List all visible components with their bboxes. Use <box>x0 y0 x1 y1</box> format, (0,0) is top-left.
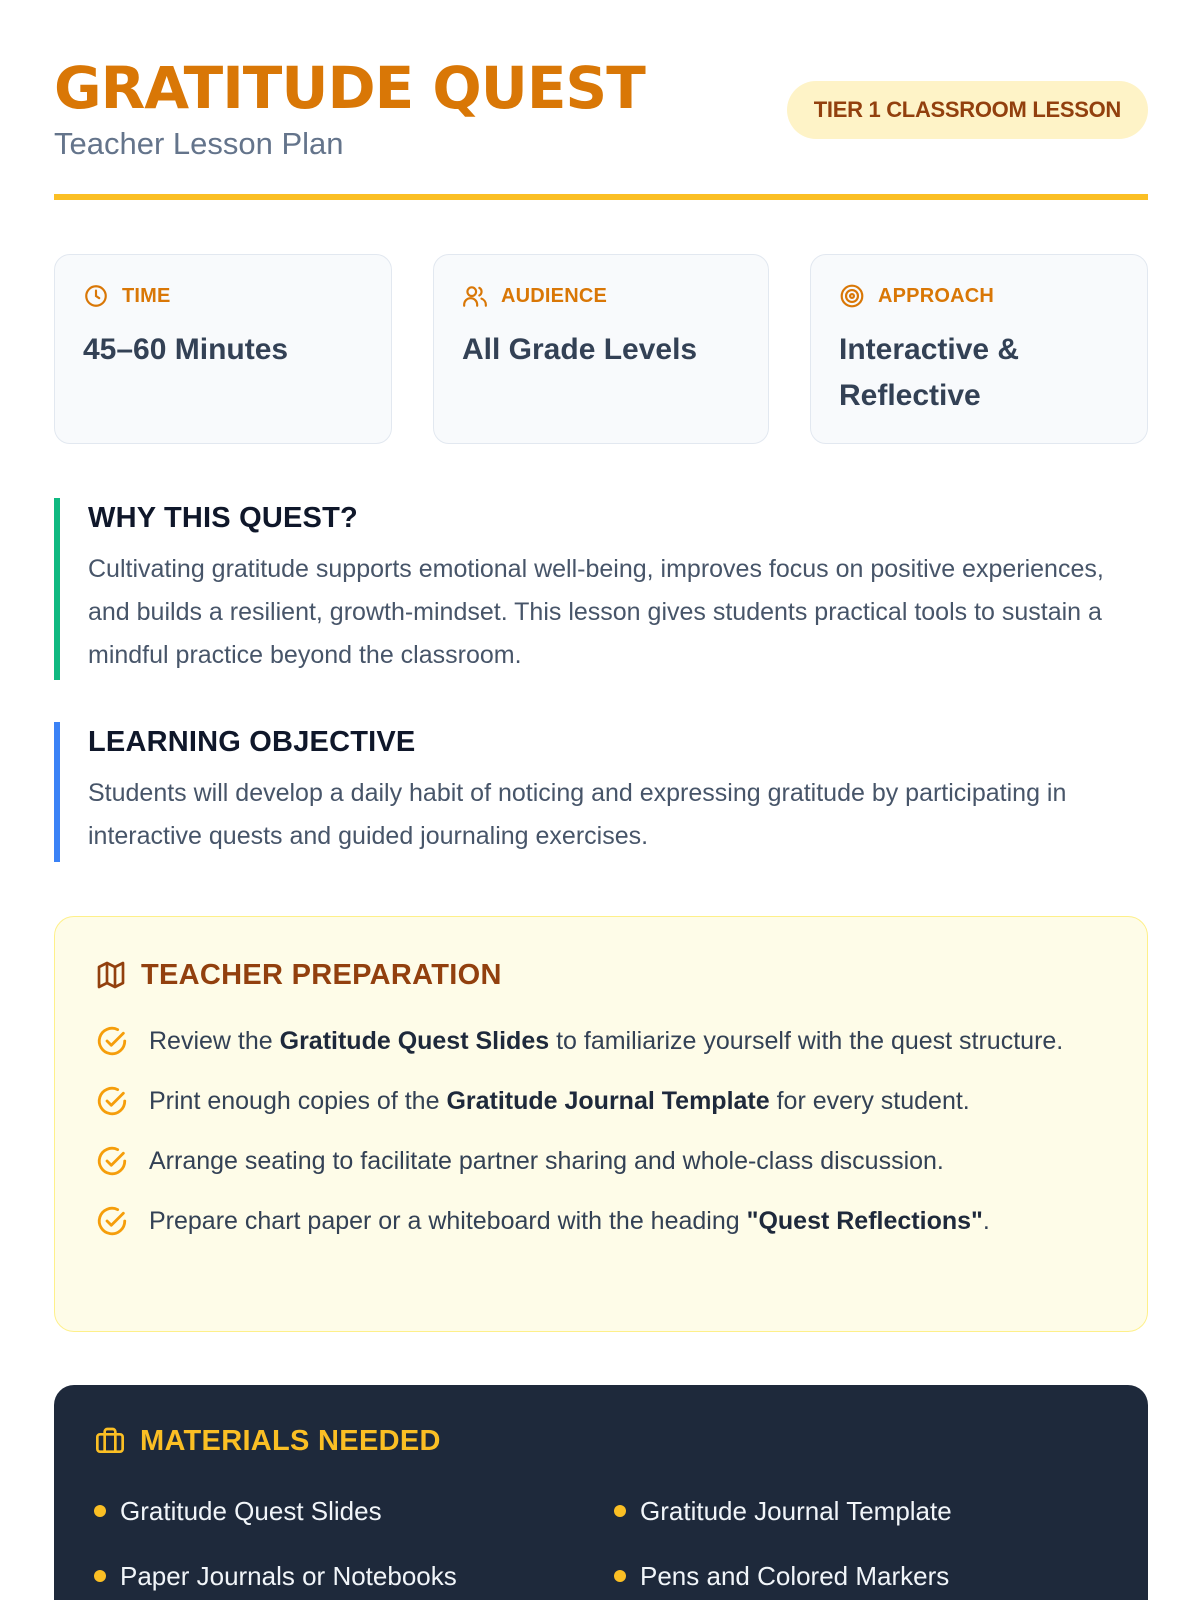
audience-card <box>433 254 769 444</box>
approach-label: APPROACH <box>878 284 995 307</box>
lesson-plan-page <box>54 0 1148 1591</box>
page-header <box>54 0 1148 200</box>
why-section <box>54 498 1148 680</box>
materials-heading: MATERIALS NEEDED <box>140 1424 441 1457</box>
time-label: TIME <box>122 284 171 307</box>
list-item: Gratitude Journal Template <box>614 1492 1094 1530</box>
objective-heading: LEARNING OBJECTIVE <box>88 726 416 758</box>
header-divider <box>54 194 1148 200</box>
approach-value: Interactive & Reflective <box>839 333 1020 412</box>
time-card <box>54 254 392 444</box>
bullet-dot <box>94 1570 106 1582</box>
materials-panel <box>54 1385 1148 1600</box>
check-circle-icon <box>95 1204 129 1238</box>
list-item: Review the Gratitude Quest Slides to familiarize yourself with the quest structure. <box>95 1021 1107 1061</box>
page-subtitle: Teacher Lesson Plan <box>54 126 344 161</box>
objective-accent-bar <box>54 722 60 862</box>
preparation-heading: TEACHER PREPARATION <box>141 958 502 991</box>
approach-card <box>810 254 1148 444</box>
clock-icon <box>83 283 109 309</box>
check-circle-icon <box>95 1024 129 1058</box>
why-body: Cultivating gratitude supports emotional well-being, improves focus on positive experiences, and builds a resilient, growth-mindset. This lesson gives students practical tools to sustain a mindful practice beyond the classroom. <box>88 555 1104 669</box>
check-circle-icon <box>95 1084 129 1118</box>
info-cards <box>54 254 1148 444</box>
why-heading: WHY THIS QUEST? <box>88 502 358 534</box>
preparation-list <box>95 1021 1107 1241</box>
tier-badge: TIER 1 CLASSROOM LESSON <box>787 81 1148 139</box>
objective-section <box>54 722 1148 862</box>
list-item: Gratitude Quest Slides <box>94 1492 614 1530</box>
audience-value: All Grade Levels <box>462 333 698 366</box>
why-accent-bar <box>54 498 60 680</box>
bullet-dot <box>614 1505 626 1517</box>
bullet-dot <box>94 1505 106 1517</box>
time-value: 45–60 Minutes <box>83 333 289 366</box>
bullet-dot <box>614 1570 626 1582</box>
list-item: Paper Journals or Notebooks <box>94 1557 614 1595</box>
objective-body: Students will develop a daily habit of noticing and expressing gratitude by participating in interactive quests and guided journaling exercises. <box>88 779 1067 850</box>
list-item: Prepare chart paper or a whiteboard with the heading "Quest Reflections". <box>95 1201 1107 1241</box>
list-item: Print enough copies of the Gratitude Journal Template for every student. <box>95 1081 1107 1121</box>
list-item: Arrange seating to facilitate partner sharing and whole-class discussion. <box>95 1141 1107 1181</box>
target-icon <box>839 283 865 309</box>
check-circle-icon <box>95 1144 129 1178</box>
teacher-preparation-panel <box>54 916 1148 1332</box>
page-title: GRATITUDE QUEST <box>54 54 645 122</box>
map-icon <box>95 959 127 991</box>
briefcase-icon <box>94 1425 126 1457</box>
audience-label: AUDIENCE <box>501 284 608 307</box>
list-item: Pens and Colored Markers <box>614 1557 1094 1595</box>
materials-list <box>94 1492 1108 1595</box>
users-icon <box>462 283 488 309</box>
